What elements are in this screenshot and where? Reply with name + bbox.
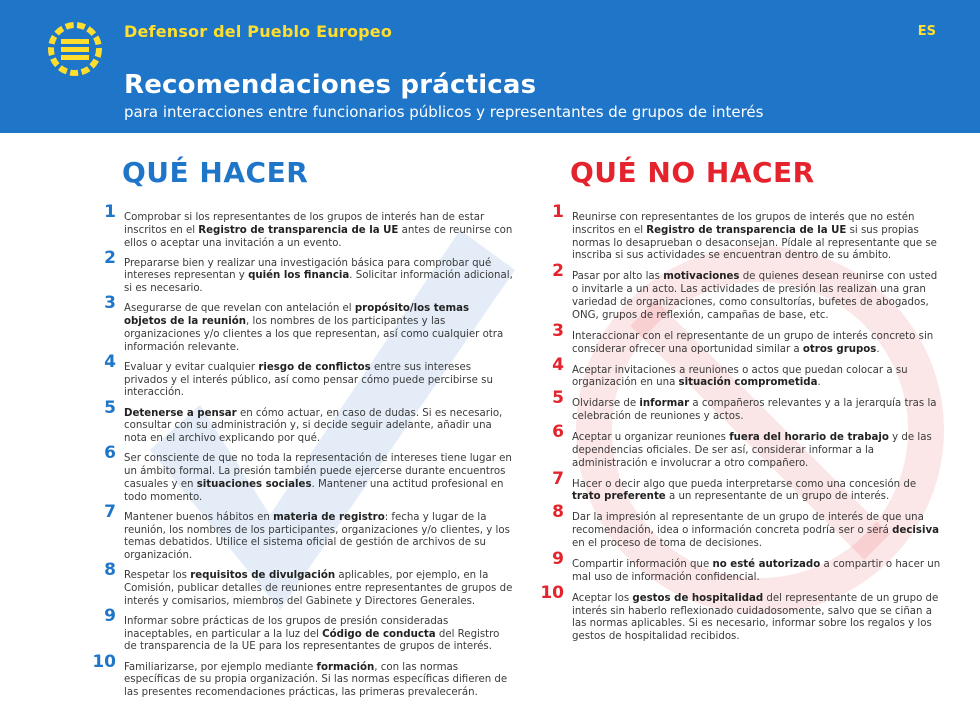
item-text: Evaluar y evitar cualquier xyxy=(124,361,259,373)
item-number: 4 xyxy=(104,351,116,372)
item-text: Prepararse bien y realizar una investigación básica para comprobar qué intereses representan y xyxy=(124,257,492,282)
item-text: en el proceso de toma de decisiones. xyxy=(572,538,762,550)
list-item xyxy=(540,388,942,424)
item-emphasis: Detenerse a pensar xyxy=(124,407,237,419)
item-text: Comprobar si los representantes de los grupos de interés han de estar inscritos en el xyxy=(124,212,485,236)
list-item xyxy=(540,261,942,322)
item-emphasis: requisitos de divulgación xyxy=(190,570,336,582)
item-emphasis: situaciones sociales xyxy=(196,478,312,490)
item-emphasis: situación comprometida xyxy=(678,377,818,389)
list-item xyxy=(92,202,514,250)
item-emphasis: materia de registro xyxy=(273,511,385,523)
item-number: 6 xyxy=(552,422,564,443)
item-number: 3 xyxy=(552,320,564,341)
list-item xyxy=(92,397,514,446)
dont-heading: QUÉ NO HACER xyxy=(570,156,815,189)
item-text: Respetar los xyxy=(124,570,191,582)
item-text: a compartir o hacer un mal uso de información confidencial. xyxy=(572,559,941,583)
list-item xyxy=(540,202,942,263)
page-subtitle: para interacciones entre funcionarios públicos y representantes de grupos de interés xyxy=(124,103,764,121)
list-item xyxy=(92,247,514,296)
item-number: 3 xyxy=(104,293,116,314)
item-number: 8 xyxy=(104,560,116,581)
item-emphasis: no esté autorizado xyxy=(712,559,821,571)
item-text: en cómo actuar, en caso de dudas. Si es necesario, consultar con su administración y, si decide seguir adelante, añadir una nota en el archivo explicando por qué. xyxy=(124,407,503,445)
item-emphasis: fuera del horario de trabajo xyxy=(729,432,889,444)
item-text: Compartir información que xyxy=(572,559,713,571)
item-emphasis: decisiva xyxy=(892,525,939,537)
item-text: y de las dependencias oficiales. De ser así, considerar informar a la administración e involucrar a otro compañero. xyxy=(572,432,932,469)
item-number: 5 xyxy=(104,397,116,418)
item-text: Pasar por alto las xyxy=(572,271,664,283)
item-number: 1 xyxy=(552,202,564,222)
list-item xyxy=(540,582,942,644)
item-emphasis: riesgo de conflictos xyxy=(258,361,371,373)
item-number: 10 xyxy=(540,582,564,603)
item-emphasis: Registro de transparencia de la UE xyxy=(198,224,399,236)
item-text: si sus propias normas lo desaprueban o desaconsejan. Pídale al representante que se inscriba si sus actividades se encuentran dentro de su ámbito. xyxy=(572,224,937,262)
item-text: de quienes desean reunirse con usted o invitarle a un acto. Las actividades de presión las realizan una gran variedad de organizaciones, como consultorías, bufetes de abogados, ONG, grupos de reflexión, campañas de base, etc. xyxy=(572,271,938,321)
language-code: ES xyxy=(917,24,936,39)
list-item xyxy=(540,422,942,470)
item-text: Dar la impresión al representante de un grupo de interés de que una recomendación, idea o información concreta podría ser o será xyxy=(572,512,924,537)
do-section xyxy=(92,156,514,707)
header-banner xyxy=(0,0,980,133)
list-item xyxy=(92,605,514,654)
item-text: del representante de un grupo de interés sin haberlo reflexionado cuidadosomente, salvo que se ciñan a las normas aplicables. Si es necesario, informar sobre los regalos y los gestos de hospitalidad recibidos. xyxy=(572,592,939,643)
item-text: Aceptar u organizar reuniones xyxy=(572,432,730,444)
list-item xyxy=(92,501,514,563)
item-number: 7 xyxy=(552,468,564,489)
item-emphasis: Registro de transparencia de la UE xyxy=(646,224,847,236)
item-text: Hacer o decir algo que pueda interpretarse como una concesión de xyxy=(572,478,917,490)
list-item xyxy=(540,468,942,505)
item-text: . xyxy=(876,343,880,355)
item-number: 5 xyxy=(552,388,564,409)
item-text: . xyxy=(817,377,821,389)
item-text: Aceptar los xyxy=(572,592,633,604)
item-text: Asegurarse de que revelan con antelación el xyxy=(124,303,355,315)
dont-section xyxy=(540,156,942,652)
list-item xyxy=(540,354,942,391)
item-number: 8 xyxy=(552,502,564,523)
item-text: a compañeros relevantes y a la jerarquía tras la celebración de reuniones y actos. xyxy=(572,398,937,423)
item-emphasis: informar xyxy=(639,398,690,410)
item-text: . Mantener una actitud profesional en todo momento. xyxy=(124,478,504,503)
item-number: 9 xyxy=(104,605,116,626)
list-item xyxy=(92,443,514,504)
item-text: , los nombres de los participantes y las organizaciones y/o clientes a los que representan, así como cualquier otra información relevante. xyxy=(124,316,504,353)
item-number: 4 xyxy=(552,354,564,375)
item-text: , con las normas específicas de su propia organización. Si las normas específicas difieren de las presentes recomendaciones prácticas, las primeras prevalecerán. xyxy=(124,661,508,699)
item-text: Ser consciente de que no toda la representación de intereses tiene lugar en un ámbito formal. La presión también puede ejercerse durante encuentros casuales y en xyxy=(124,453,512,490)
item-emphasis: gestos de hospitalidad xyxy=(632,592,764,604)
item-emphasis: quién los financia xyxy=(248,270,350,282)
item-text: Informar sobre prácticas de los grupos de presión consideradas inaceptables, en particular a la luz del xyxy=(124,615,449,640)
item-text: del Registro de transparencia de la UE para los representantes de grupos de interés. xyxy=(124,628,500,653)
item-emphasis: trato preferente xyxy=(572,491,666,503)
item-number: 9 xyxy=(552,549,564,570)
item-emphasis: formación xyxy=(316,661,375,673)
item-text: Familiarizarse, por ejemplo mediante xyxy=(124,661,317,673)
list-item xyxy=(92,293,514,354)
list-item xyxy=(540,320,942,357)
item-text: entre sus intereses privados y el interés público, así como pensar cómo puede percibirse su interacción. xyxy=(124,361,493,399)
item-text: . Solicitar información adicional, si es necesario. xyxy=(124,270,513,295)
do-heading: QUÉ HACER xyxy=(122,156,309,189)
list-item xyxy=(540,502,942,550)
item-emphasis: propósito/los temas objetos de la reunión xyxy=(124,303,470,328)
item-number: 6 xyxy=(104,443,116,464)
item-text: Reunirse con representantes de los grupos de interés que no estén inscritos en el xyxy=(572,212,915,236)
list-item xyxy=(92,651,514,700)
do-list xyxy=(92,202,514,700)
item-number: 2 xyxy=(104,247,116,268)
item-text: : fecha y lugar de la reunión, los nombres de los participantes, organizaciones y/o clientes, y los temas debatidos. Utilice el sistema oficial de gestión de archivos de su organización. xyxy=(124,511,510,562)
item-number: 10 xyxy=(92,651,116,672)
list-item xyxy=(92,351,514,400)
item-number: 1 xyxy=(104,202,116,222)
organization-name: Defensor del Pueblo Europeo xyxy=(124,22,393,41)
item-emphasis: Código de conducta xyxy=(322,628,436,640)
item-text: aplicables, por ejemplo, en la Comisión, publicar detalles de reuniones entre representantes de grupos de interés y comisarios, miembros del Gabinete y Directores Generales. xyxy=(124,570,513,607)
item-text: antes de reunirse con ellos o aceptar una invitación a un evento. xyxy=(124,224,513,249)
item-emphasis: otros grupos xyxy=(802,343,877,355)
ombudsman-logo-icon xyxy=(48,22,102,76)
item-text: Aceptar invitaciones a reuniones o actos que puedan colocar a su organización en una xyxy=(572,364,908,389)
item-emphasis: motivaciones xyxy=(663,271,740,283)
page-title: Recomendaciones prácticas xyxy=(124,70,537,100)
item-text: Olvidarse de xyxy=(572,398,640,410)
dont-list xyxy=(540,202,942,644)
item-text: Interaccionar con el representante de un grupo de interés concreto sin considerar ofrecer una oportunidad similar a xyxy=(572,330,934,355)
item-number: 7 xyxy=(104,501,116,522)
item-number: 2 xyxy=(552,261,564,282)
item-text: Mantener buenos hábitos en xyxy=(124,511,274,523)
item-text: a un representante de un grupo de interés. xyxy=(665,491,890,503)
list-item xyxy=(92,560,514,608)
list-item xyxy=(540,549,942,585)
